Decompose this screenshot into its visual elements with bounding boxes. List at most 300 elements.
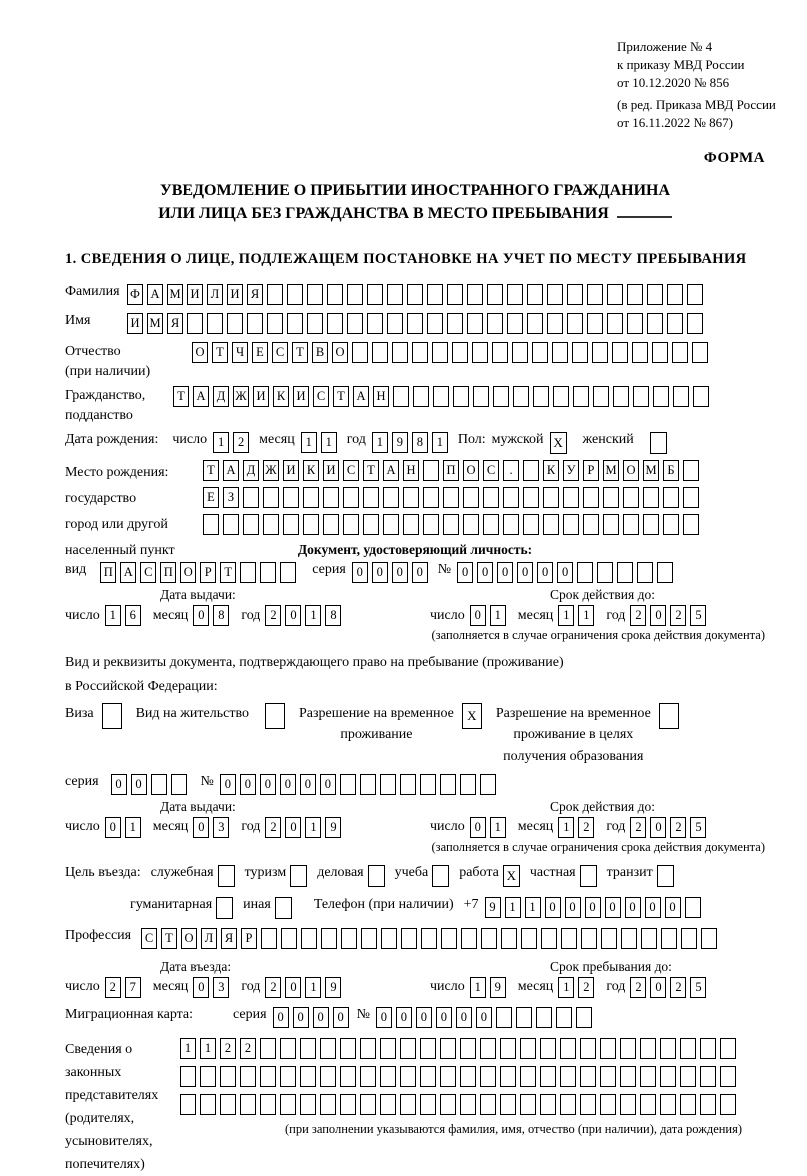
char-cell[interactable]: 0 (470, 817, 486, 838)
char-cell[interactable] (387, 284, 403, 305)
char-cell[interactable]: 1 (200, 1038, 216, 1059)
char-cell[interactable] (367, 313, 383, 334)
char-cell[interactable]: П (100, 562, 116, 583)
char-cell[interactable] (341, 928, 357, 949)
char-cell[interactable]: Б (663, 460, 679, 481)
char-cell[interactable] (667, 284, 683, 305)
char-cell[interactable] (280, 1038, 296, 1059)
char-cell[interactable] (501, 928, 517, 949)
char-cell[interactable] (683, 460, 699, 481)
char-cell[interactable]: 1 (213, 432, 229, 453)
char-cell[interactable]: С (483, 460, 499, 481)
char-cell[interactable] (243, 514, 259, 535)
char-cell[interactable] (280, 1094, 296, 1115)
char-cell[interactable]: . (503, 460, 519, 481)
char-cell[interactable] (301, 928, 317, 949)
char-cell[interactable] (516, 1007, 532, 1028)
char-cell[interactable]: 0 (372, 562, 388, 583)
char-cell[interactable]: 2 (670, 605, 686, 626)
char-cell[interactable] (463, 514, 479, 535)
char-cell[interactable]: О (623, 460, 639, 481)
char-cell[interactable]: 1 (305, 817, 321, 838)
char-cell[interactable]: 0 (565, 897, 581, 918)
char-cell[interactable] (680, 1038, 696, 1059)
char-cell[interactable] (627, 284, 643, 305)
char-cell[interactable] (400, 1094, 416, 1115)
char-cell[interactable] (587, 313, 603, 334)
char-cell[interactable] (381, 928, 397, 949)
char-cell[interactable]: 1 (432, 432, 448, 453)
char-cell[interactable] (601, 928, 617, 949)
char-cell[interactable] (363, 514, 379, 535)
char-cell[interactable]: 5 (690, 817, 706, 838)
char-cell[interactable]: 0 (470, 605, 486, 626)
char-cell[interactable] (481, 928, 497, 949)
purpose-work-checkbox[interactable]: X (503, 865, 520, 887)
char-cell[interactable]: О (463, 460, 479, 481)
char-cell[interactable] (621, 928, 637, 949)
char-cell[interactable]: 5 (690, 605, 706, 626)
char-cell[interactable] (363, 487, 379, 508)
char-cell[interactable] (340, 1066, 356, 1087)
char-cell[interactable] (441, 928, 457, 949)
char-cell[interactable] (587, 284, 603, 305)
char-cell[interactable] (687, 313, 703, 334)
char-cell[interactable] (372, 342, 388, 363)
char-cell[interactable] (567, 284, 583, 305)
char-cell[interactable] (520, 1066, 536, 1087)
char-cell[interactable] (460, 1066, 476, 1087)
char-cell[interactable] (572, 342, 588, 363)
residence-permit-checkbox[interactable] (265, 703, 285, 729)
char-cell[interactable] (613, 386, 629, 407)
char-cell[interactable]: Л (207, 284, 223, 305)
char-cell[interactable] (403, 514, 419, 535)
char-cell[interactable] (683, 514, 699, 535)
char-cell[interactable] (680, 1094, 696, 1115)
visa-checkbox[interactable] (102, 703, 122, 729)
char-cell[interactable] (647, 313, 663, 334)
char-cell[interactable] (440, 774, 456, 795)
char-cell[interactable]: 0 (645, 897, 661, 918)
char-cell[interactable] (472, 342, 488, 363)
char-cell[interactable] (581, 928, 597, 949)
char-cell[interactable] (320, 1094, 336, 1115)
char-cell[interactable]: Р (583, 460, 599, 481)
char-cell[interactable] (593, 386, 609, 407)
char-cell[interactable] (432, 342, 448, 363)
char-cell[interactable]: 2 (240, 1038, 256, 1059)
char-cell[interactable] (171, 774, 187, 795)
char-cell[interactable] (683, 487, 699, 508)
char-cell[interactable] (280, 1066, 296, 1087)
gender-male-checkbox[interactable]: X (550, 432, 567, 454)
char-cell[interactable]: 9 (325, 977, 341, 998)
char-cell[interactable] (527, 284, 543, 305)
char-cell[interactable] (640, 1038, 656, 1059)
char-cell[interactable] (307, 284, 323, 305)
char-cell[interactable] (412, 342, 428, 363)
char-cell[interactable] (673, 386, 689, 407)
char-cell[interactable] (583, 514, 599, 535)
char-cell[interactable] (507, 284, 523, 305)
char-cell[interactable]: О (332, 342, 348, 363)
char-cell[interactable]: 2 (265, 977, 281, 998)
char-cell[interactable] (423, 460, 439, 481)
char-cell[interactable] (327, 284, 343, 305)
char-cell[interactable] (720, 1094, 736, 1115)
char-cell[interactable] (420, 1094, 436, 1115)
char-cell[interactable]: 0 (260, 774, 276, 795)
char-cell[interactable]: 9 (392, 432, 408, 453)
char-cell[interactable]: 2 (578, 817, 594, 838)
char-cell[interactable] (281, 928, 297, 949)
char-cell[interactable] (652, 342, 668, 363)
char-cell[interactable] (267, 284, 283, 305)
char-cell[interactable] (607, 313, 623, 334)
char-cell[interactable] (343, 514, 359, 535)
char-cell[interactable]: 5 (690, 977, 706, 998)
char-cell[interactable] (401, 928, 417, 949)
char-cell[interactable]: 0 (537, 562, 553, 583)
char-cell[interactable] (320, 1038, 336, 1059)
char-cell[interactable] (180, 1094, 196, 1115)
char-cell[interactable] (487, 284, 503, 305)
char-cell[interactable]: М (167, 284, 183, 305)
char-cell[interactable] (560, 1066, 576, 1087)
char-cell[interactable] (520, 1094, 536, 1115)
char-cell[interactable]: Т (363, 460, 379, 481)
char-cell[interactable] (633, 386, 649, 407)
char-cell[interactable] (500, 1066, 516, 1087)
char-cell[interactable] (387, 313, 403, 334)
char-cell[interactable]: И (227, 284, 243, 305)
char-cell[interactable]: А (353, 386, 369, 407)
char-cell[interactable] (540, 1094, 556, 1115)
char-cell[interactable] (360, 1094, 376, 1115)
char-cell[interactable] (461, 928, 477, 949)
char-cell[interactable]: 0 (285, 977, 301, 998)
char-cell[interactable]: 0 (193, 977, 209, 998)
char-cell[interactable] (473, 386, 489, 407)
char-cell[interactable] (603, 514, 619, 535)
char-cell[interactable]: 2 (630, 977, 646, 998)
char-cell[interactable] (480, 1066, 496, 1087)
char-cell[interactable] (440, 1066, 456, 1087)
char-cell[interactable]: 0 (476, 1007, 492, 1028)
char-cell[interactable]: 0 (293, 1007, 309, 1028)
char-cell[interactable] (552, 342, 568, 363)
char-cell[interactable] (700, 1094, 716, 1115)
char-cell[interactable]: Т (203, 460, 219, 481)
char-cell[interactable] (487, 313, 503, 334)
char-cell[interactable] (500, 1094, 516, 1115)
char-cell[interactable] (532, 342, 548, 363)
char-cell[interactable]: Р (200, 562, 216, 583)
char-cell[interactable] (407, 284, 423, 305)
char-cell[interactable] (627, 313, 643, 334)
char-cell[interactable] (287, 313, 303, 334)
char-cell[interactable] (500, 1038, 516, 1059)
char-cell[interactable]: 2 (265, 817, 281, 838)
char-cell[interactable] (380, 1038, 396, 1059)
char-cell[interactable]: 0 (517, 562, 533, 583)
char-cell[interactable] (267, 313, 283, 334)
char-cell[interactable] (597, 562, 613, 583)
char-cell[interactable] (623, 487, 639, 508)
char-cell[interactable] (661, 928, 677, 949)
char-cell[interactable]: Ф (127, 284, 143, 305)
char-cell[interactable] (203, 514, 219, 535)
char-cell[interactable] (360, 1066, 376, 1087)
char-cell[interactable]: И (253, 386, 269, 407)
char-cell[interactable] (187, 313, 203, 334)
char-cell[interactable]: 8 (325, 605, 341, 626)
purpose-business-checkbox[interactable] (368, 865, 385, 887)
char-cell[interactable]: П (443, 460, 459, 481)
char-cell[interactable]: 2 (233, 432, 249, 453)
char-cell[interactable] (427, 284, 443, 305)
char-cell[interactable]: Ж (233, 386, 249, 407)
char-cell[interactable]: Т (220, 562, 236, 583)
char-cell[interactable]: 0 (333, 1007, 349, 1028)
char-cell[interactable]: Т (212, 342, 228, 363)
char-cell[interactable]: А (147, 284, 163, 305)
char-cell[interactable]: Ж (263, 460, 279, 481)
char-cell[interactable]: Е (203, 487, 219, 508)
char-cell[interactable]: 0 (477, 562, 493, 583)
char-cell[interactable] (463, 487, 479, 508)
char-cell[interactable]: Н (403, 460, 419, 481)
char-cell[interactable]: В (312, 342, 328, 363)
char-cell[interactable] (240, 562, 256, 583)
char-cell[interactable] (536, 1007, 552, 1028)
char-cell[interactable] (503, 487, 519, 508)
char-cell[interactable] (580, 1066, 596, 1087)
char-cell[interactable] (320, 1066, 336, 1087)
char-cell[interactable]: Е (252, 342, 268, 363)
char-cell[interactable]: 0 (193, 605, 209, 626)
char-cell[interactable]: 0 (352, 562, 368, 583)
char-cell[interactable]: 0 (111, 774, 127, 795)
char-cell[interactable]: С (272, 342, 288, 363)
char-cell[interactable]: 2 (630, 817, 646, 838)
char-cell[interactable] (640, 1094, 656, 1115)
char-cell[interactable] (393, 386, 409, 407)
char-cell[interactable] (260, 1038, 276, 1059)
char-cell[interactable]: 0 (392, 562, 408, 583)
char-cell[interactable] (380, 1094, 396, 1115)
char-cell[interactable]: 2 (265, 605, 281, 626)
char-cell[interactable] (413, 386, 429, 407)
char-cell[interactable] (243, 487, 259, 508)
char-cell[interactable]: 0 (300, 774, 316, 795)
purpose-private-checkbox[interactable] (580, 865, 597, 887)
char-cell[interactable] (612, 342, 628, 363)
char-cell[interactable] (367, 284, 383, 305)
char-cell[interactable] (701, 928, 717, 949)
char-cell[interactable] (480, 1094, 496, 1115)
char-cell[interactable] (660, 1094, 676, 1115)
char-cell[interactable]: А (383, 460, 399, 481)
char-cell[interactable]: 0 (376, 1007, 392, 1028)
char-cell[interactable] (603, 487, 619, 508)
char-cell[interactable]: 0 (457, 562, 473, 583)
char-cell[interactable] (643, 514, 659, 535)
char-cell[interactable] (580, 1094, 596, 1115)
char-cell[interactable] (263, 514, 279, 535)
purpose-official-checkbox[interactable] (218, 865, 235, 887)
char-cell[interactable] (260, 1066, 276, 1087)
char-cell[interactable]: 0 (105, 817, 121, 838)
char-cell[interactable] (440, 1038, 456, 1059)
char-cell[interactable] (420, 774, 436, 795)
char-cell[interactable] (300, 1094, 316, 1115)
char-cell[interactable]: 1 (305, 605, 321, 626)
char-cell[interactable] (483, 487, 499, 508)
char-cell[interactable]: 0 (285, 605, 301, 626)
char-cell[interactable] (360, 774, 376, 795)
char-cell[interactable]: 1 (125, 817, 141, 838)
char-cell[interactable]: Т (161, 928, 177, 949)
char-cell[interactable] (692, 342, 708, 363)
char-cell[interactable]: Я (221, 928, 237, 949)
char-cell[interactable] (460, 774, 476, 795)
char-cell[interactable]: 0 (412, 562, 428, 583)
temp-residence-permit-checkbox[interactable]: X (462, 703, 482, 729)
char-cell[interactable]: 0 (625, 897, 641, 918)
char-cell[interactable] (347, 284, 363, 305)
char-cell[interactable]: 0 (585, 897, 601, 918)
char-cell[interactable] (563, 487, 579, 508)
char-cell[interactable] (467, 284, 483, 305)
char-cell[interactable]: 0 (665, 897, 681, 918)
char-cell[interactable] (392, 342, 408, 363)
char-cell[interactable]: У (563, 460, 579, 481)
char-cell[interactable] (637, 562, 653, 583)
char-cell[interactable]: 1 (301, 432, 317, 453)
char-cell[interactable]: 0 (497, 562, 513, 583)
char-cell[interactable]: И (187, 284, 203, 305)
char-cell[interactable]: 8 (213, 605, 229, 626)
char-cell[interactable] (407, 313, 423, 334)
char-cell[interactable]: И (283, 460, 299, 481)
char-cell[interactable]: 9 (325, 817, 341, 838)
char-cell[interactable] (240, 1094, 256, 1115)
char-cell[interactable] (561, 928, 577, 949)
char-cell[interactable]: И (127, 313, 143, 334)
char-cell[interactable]: Т (292, 342, 308, 363)
char-cell[interactable] (383, 514, 399, 535)
char-cell[interactable] (672, 342, 688, 363)
char-cell[interactable] (440, 1094, 456, 1115)
char-cell[interactable] (543, 514, 559, 535)
char-cell[interactable]: О (180, 562, 196, 583)
char-cell[interactable]: М (147, 313, 163, 334)
char-cell[interactable] (620, 1094, 636, 1115)
char-cell[interactable]: Я (247, 284, 263, 305)
char-cell[interactable] (421, 928, 437, 949)
char-cell[interactable]: 9 (485, 897, 501, 918)
char-cell[interactable]: 8 (412, 432, 428, 453)
char-cell[interactable] (541, 928, 557, 949)
char-cell[interactable] (640, 1066, 656, 1087)
char-cell[interactable] (452, 342, 468, 363)
char-cell[interactable] (460, 1094, 476, 1115)
char-cell[interactable]: 0 (605, 897, 621, 918)
char-cell[interactable]: 2 (220, 1038, 236, 1059)
char-cell[interactable]: 0 (557, 562, 573, 583)
char-cell[interactable]: Т (173, 386, 189, 407)
char-cell[interactable] (685, 897, 701, 918)
char-cell[interactable] (520, 1038, 536, 1059)
char-cell[interactable] (383, 487, 399, 508)
char-cell[interactable] (220, 1066, 236, 1087)
char-cell[interactable] (660, 1066, 676, 1087)
char-cell[interactable]: 3 (213, 817, 229, 838)
char-cell[interactable] (303, 487, 319, 508)
char-cell[interactable]: М (643, 460, 659, 481)
char-cell[interactable]: 0 (313, 1007, 329, 1028)
char-cell[interactable] (261, 928, 277, 949)
char-cell[interactable]: П (160, 562, 176, 583)
purpose-tourism-checkbox[interactable] (290, 865, 307, 887)
char-cell[interactable] (547, 313, 563, 334)
char-cell[interactable] (563, 514, 579, 535)
char-cell[interactable] (423, 514, 439, 535)
char-cell[interactable]: 1 (578, 605, 594, 626)
char-cell[interactable]: К (543, 460, 559, 481)
char-cell[interactable] (577, 562, 593, 583)
char-cell[interactable]: 2 (105, 977, 121, 998)
char-cell[interactable] (600, 1066, 616, 1087)
char-cell[interactable]: К (303, 460, 319, 481)
char-cell[interactable] (200, 1066, 216, 1087)
gender-female-checkbox[interactable] (650, 432, 667, 454)
char-cell[interactable] (617, 562, 633, 583)
char-cell[interactable] (151, 774, 167, 795)
char-cell[interactable] (227, 313, 243, 334)
char-cell[interactable] (556, 1007, 572, 1028)
char-cell[interactable] (360, 1038, 376, 1059)
char-cell[interactable]: З (223, 487, 239, 508)
char-cell[interactable] (600, 1038, 616, 1059)
char-cell[interactable] (280, 562, 296, 583)
char-cell[interactable] (327, 313, 343, 334)
char-cell[interactable]: С (141, 928, 157, 949)
char-cell[interactable] (693, 386, 709, 407)
char-cell[interactable] (460, 1038, 476, 1059)
char-cell[interactable] (592, 342, 608, 363)
edu-residence-permit-checkbox[interactable] (659, 703, 679, 729)
char-cell[interactable] (263, 487, 279, 508)
purpose-humanitarian-checkbox[interactable] (216, 897, 233, 919)
char-cell[interactable] (307, 313, 323, 334)
char-cell[interactable] (260, 562, 276, 583)
char-cell[interactable]: 0 (220, 774, 236, 795)
char-cell[interactable] (447, 313, 463, 334)
char-cell[interactable]: О (181, 928, 197, 949)
char-cell[interactable]: 0 (285, 817, 301, 838)
char-cell[interactable]: А (120, 562, 136, 583)
char-cell[interactable] (720, 1038, 736, 1059)
char-cell[interactable] (657, 562, 673, 583)
char-cell[interactable] (323, 514, 339, 535)
char-cell[interactable]: 1 (505, 897, 521, 918)
char-cell[interactable] (400, 774, 416, 795)
char-cell[interactable] (493, 386, 509, 407)
char-cell[interactable] (347, 313, 363, 334)
